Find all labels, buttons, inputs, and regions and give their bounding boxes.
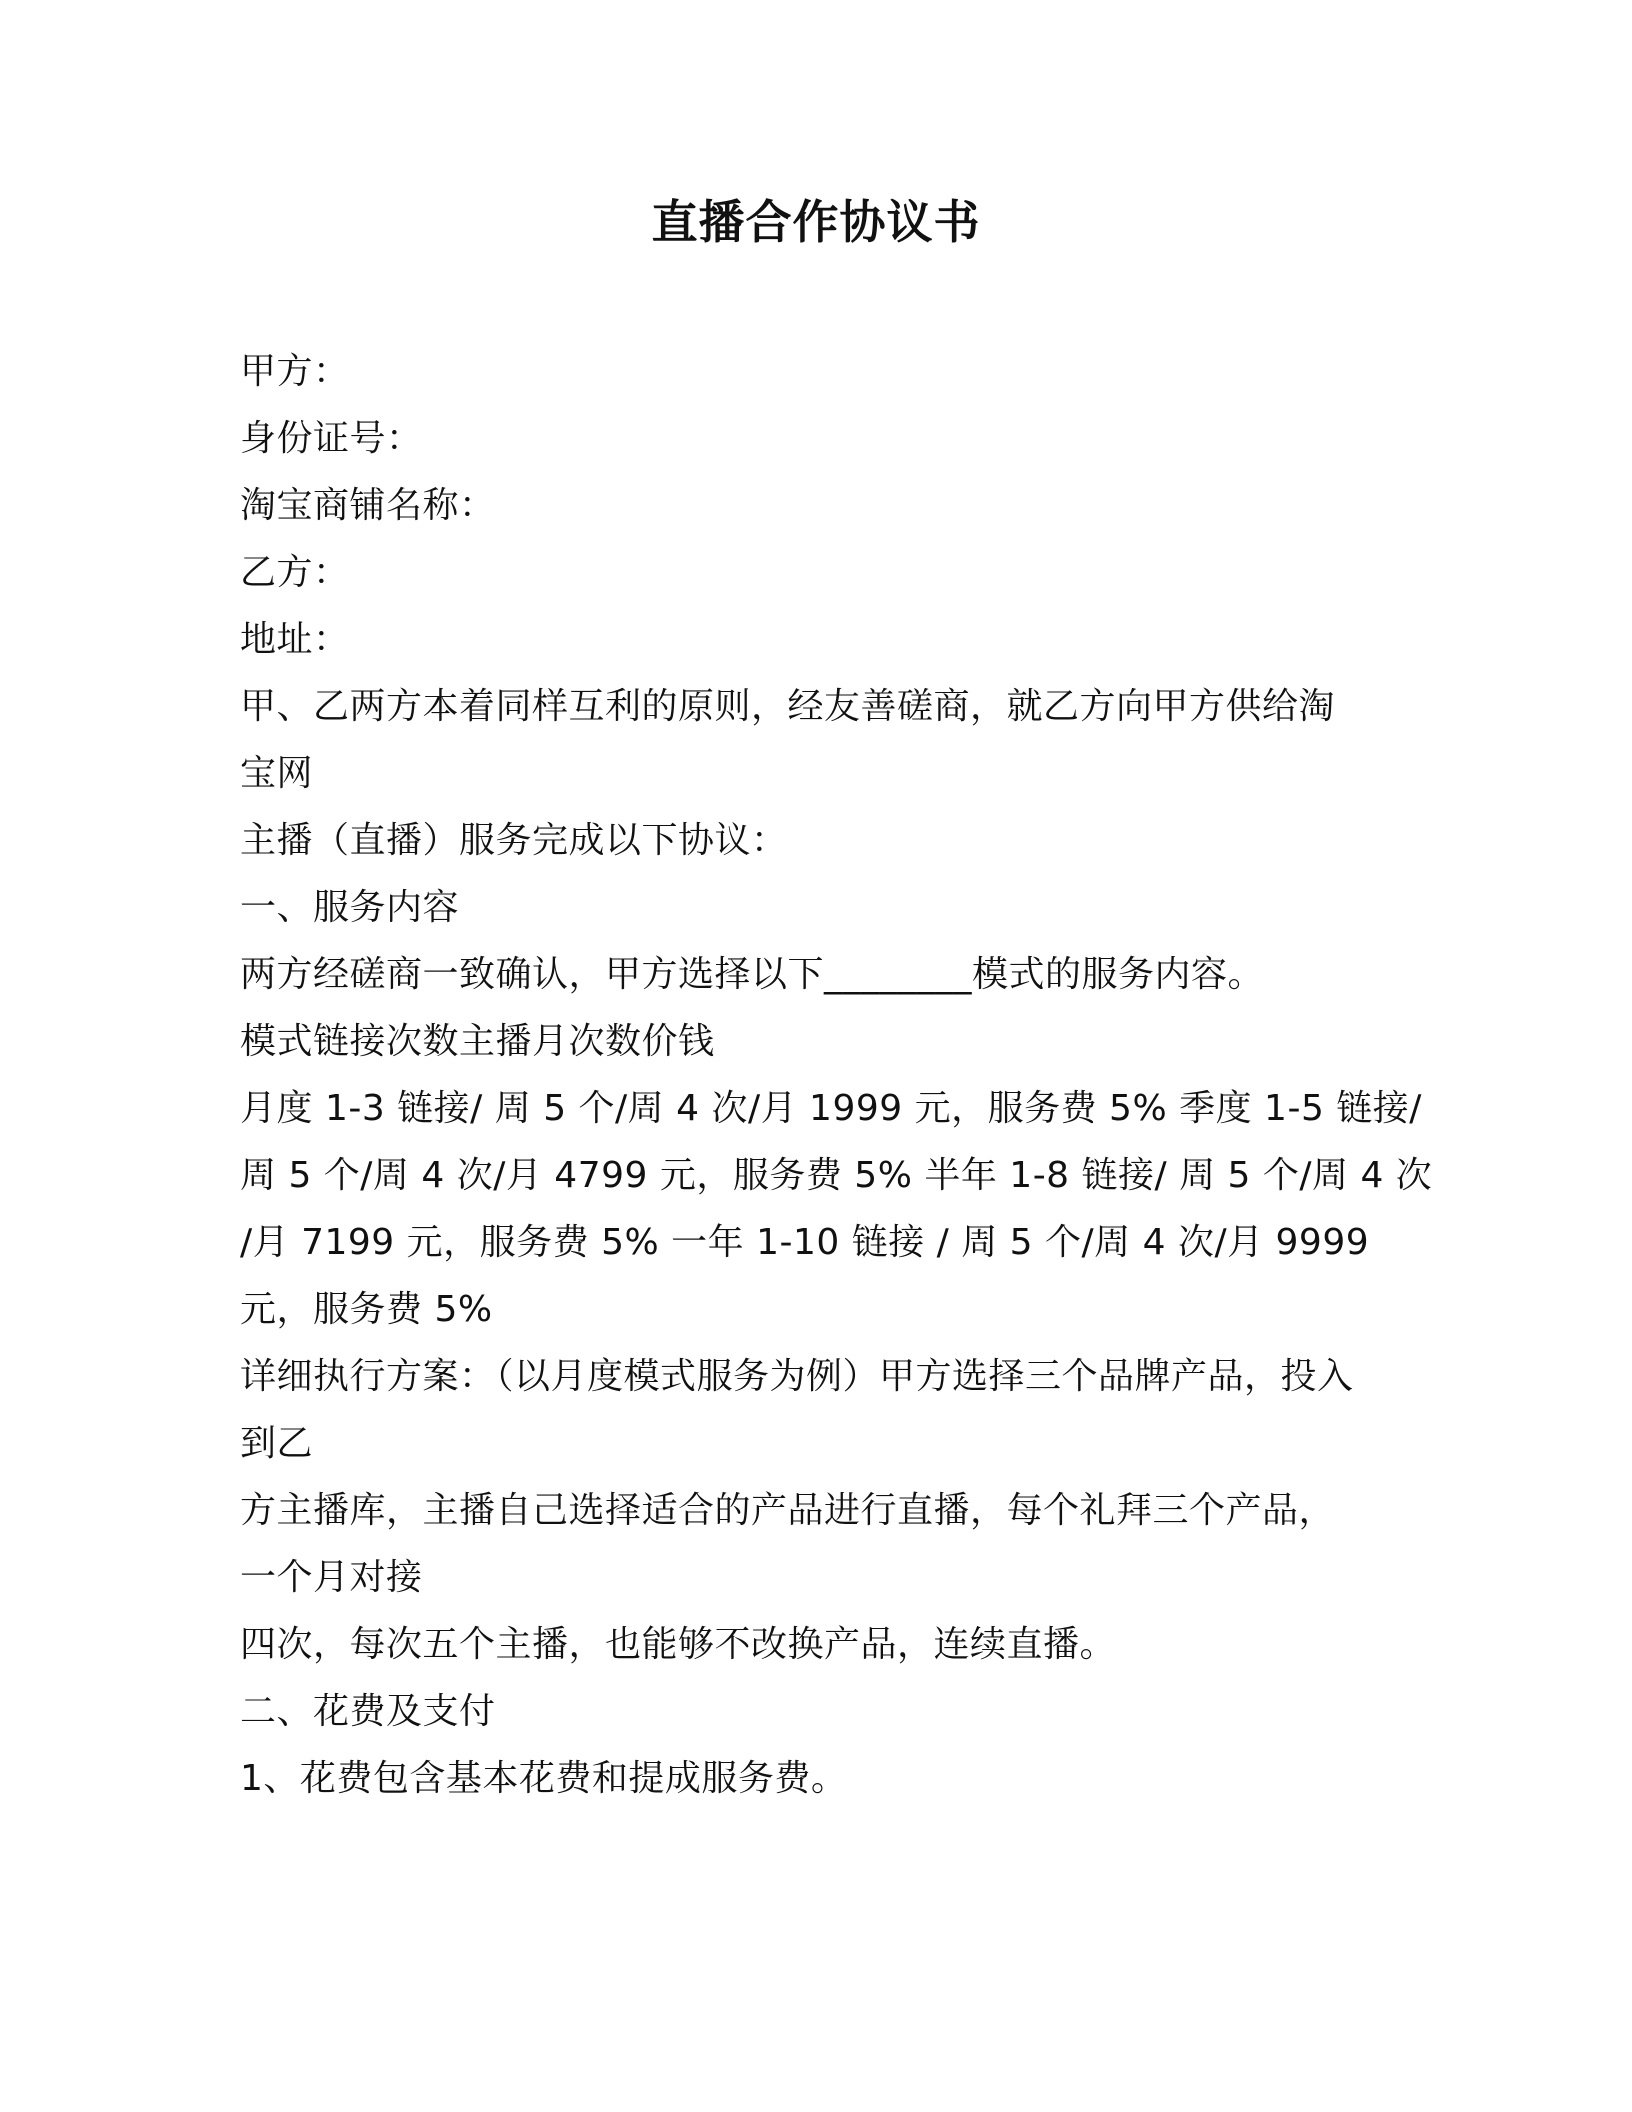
pricing-line-4: 元，服务费 5% [240,1289,493,1330]
document-title: 直播合作协议书 [651,195,981,249]
preamble-line-1: 甲、乙两方本着同样互利的原则，经友善磋商，就乙方向甲方供给淘 [240,686,1336,727]
execution-plan-line-2: 到乙 [240,1423,314,1464]
party-a-line: 甲方： [240,351,350,392]
pricing-line-2: 周 5 个/周 4 次/月 4799 元，服务费 5% 半年 1-8 链接/ 周 5 个/周 4 次 [240,1155,1433,1196]
taobao-shop-name-line: 淘宝商铺名称： [240,485,496,526]
section-heading-service-content: 一、服务内容 [240,887,460,928]
fees-clause-1: 1、花费包含基本花费和提成服务费。 [240,1758,848,1799]
address-line: 地址： [240,619,350,660]
pricing-header-line: 模式链接次数主播月次数价钱 [240,1021,715,1062]
id-number-line: 身份证号： [240,418,423,459]
execution-plan-line-5: 四次，每次五个主播，也能够不改换产品，连续直播。 [240,1624,1117,1665]
party-b-line: 乙方： [240,552,350,593]
document-body [240,338,1433,1812]
pricing-line-3: /月 7199 元，服务费 5% 一年 1-10 链接 / 周 5 个/周 4 次/月 9999 [240,1222,1370,1263]
pricing-line-1: 月度 1-3 链接/ 周 5 个/周 4 次/月 1999 元，服务费 5% 季度 1-5 链接/ [240,1088,1422,1129]
service-mode-selection-line: 两方经磋商一致确认，甲方选择以下________模式的服务内容。 [240,954,1265,995]
execution-plan-line-4: 一个月对接 [240,1557,423,1598]
preamble-line-2: 宝网 [240,753,314,794]
execution-plan-line-1: 详细执行方案：（以月度模式服务为例）甲方选择三个品牌产品，投入 [240,1356,1354,1397]
preamble-line-3: 主播（直播）服务完成以下协议： [240,820,788,861]
section-heading-fees-payment: 二、花费及支付 [240,1691,496,1732]
execution-plan-line-3: 方主播库，主播自己选择适合的产品进行直播，每个礼拜三个产品， [240,1490,1336,1531]
